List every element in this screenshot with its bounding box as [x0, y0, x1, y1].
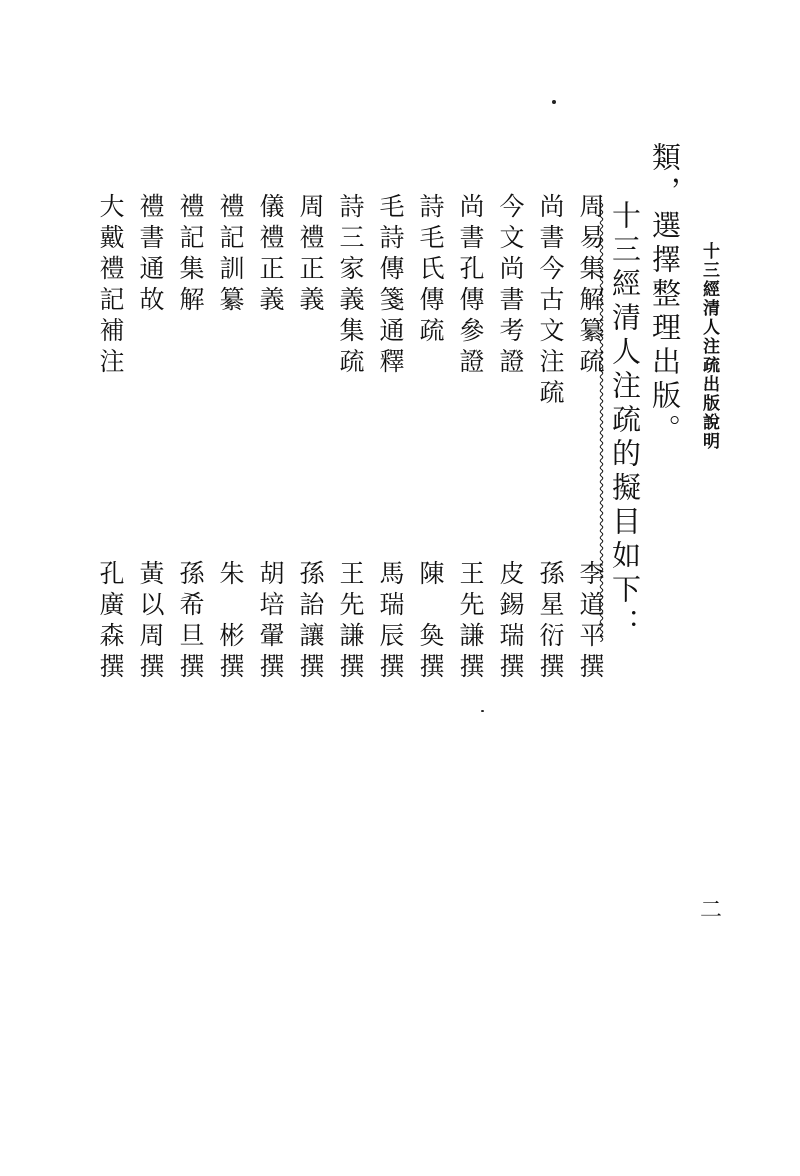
entry-title-2: 尚書今古文注疏 — [536, 193, 565, 410]
entry-author-7: 王先謙撰 — [336, 560, 365, 684]
entry-author-6: 馬瑞辰撰 — [376, 560, 405, 684]
entry-title-12: 禮書通故 — [136, 193, 165, 317]
entry-author-3: 皮錫瑞撰 — [496, 560, 525, 684]
ink-speck — [552, 100, 556, 104]
entry-title-6: 毛詩傳箋通釋 — [376, 193, 405, 379]
entry-author-9: 胡培翬撰 — [256, 560, 285, 684]
entry-title-8: 周禮正義 — [296, 193, 325, 317]
entry-title-7: 詩三家義集疏 — [336, 193, 365, 379]
entry-author-4: 王先謙撰 — [456, 560, 485, 684]
entry-author-13: 孔廣森撰 — [96, 560, 125, 684]
entry-title-3: 今文尚書考證 — [496, 193, 525, 379]
entry-author-10: 朱 彬撰 — [216, 560, 245, 684]
entry-title-13: 大戴禮記補注 — [96, 193, 125, 379]
entry-author-1: 李道平撰 — [576, 560, 605, 684]
entry-author-12: 黃以周撰 — [136, 560, 165, 684]
entry-title-10: 禮記訓纂 — [216, 193, 245, 317]
entry-author-2: 孫星衍撰 — [536, 560, 565, 684]
page-number: 二 — [700, 898, 723, 923]
ink-speck — [481, 710, 484, 712]
entry-title-4: 尚書孔傳參證 — [456, 193, 485, 379]
entry-title-9: 儀禮正義 — [256, 193, 285, 317]
intro-text: 類，選擇整理出版。 — [648, 142, 682, 448]
running-head: 十三經清人注疏出版說明 — [699, 242, 719, 451]
entry-author-8: 孫詒讓撰 — [296, 560, 325, 684]
entry-title-5: 詩毛氏傳疏 — [416, 193, 445, 348]
entry-author-5: 陳 奐撰 — [416, 560, 445, 684]
entry-title-1: 周易集解纂疏 — [576, 193, 605, 379]
entry-author-11: 孫希旦撰 — [176, 560, 205, 684]
entry-title-11: 禮記集解 — [176, 193, 205, 317]
list-heading: 十三經清人注疏的擬目如下： — [608, 200, 642, 642]
